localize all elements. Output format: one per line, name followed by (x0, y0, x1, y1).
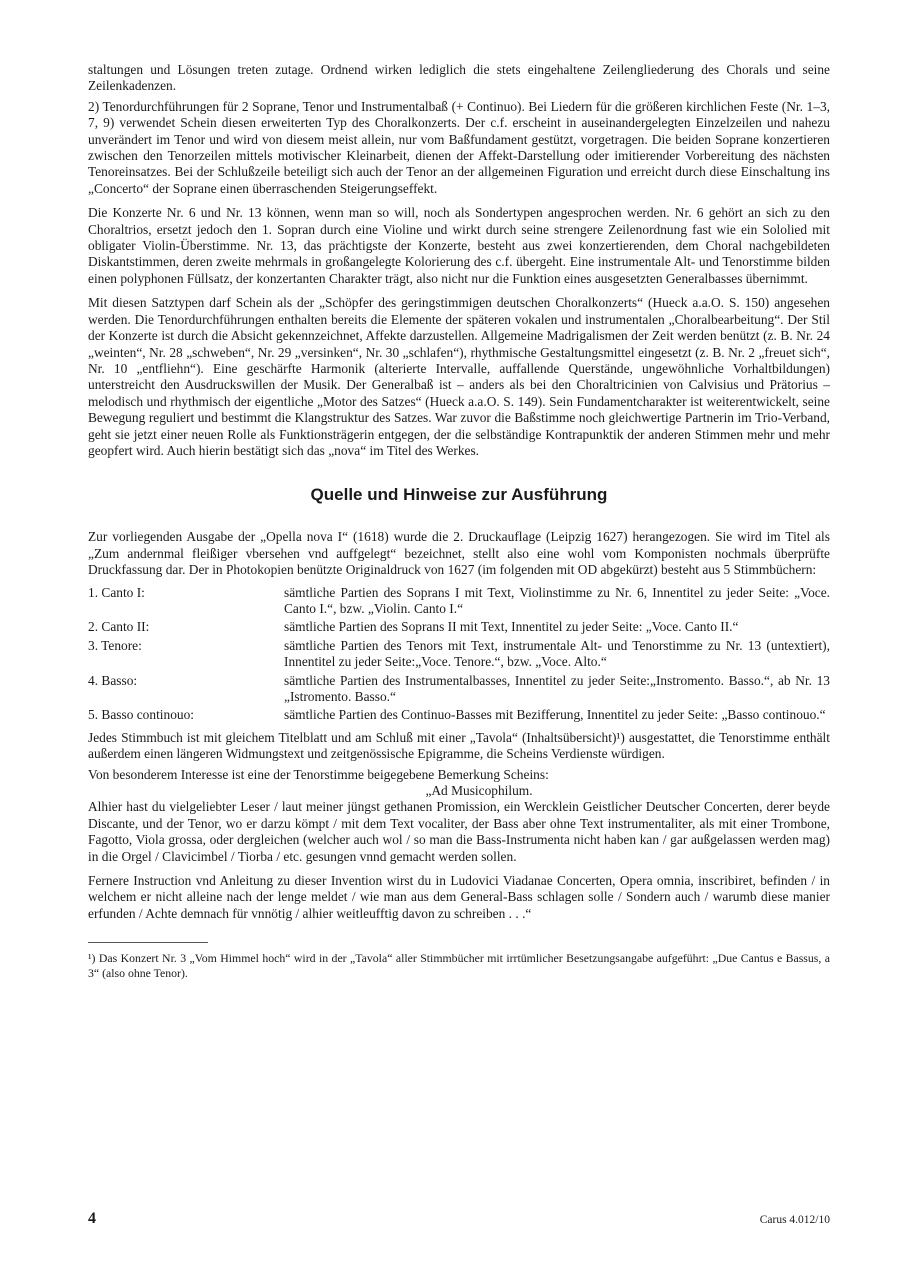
partbook-description: sämtliche Partien des Soprans I mit Text, Violinstimme zu Nr. 6, Innentitel zu jeder Seite: „Voce. Canto I.“, bzw. „Violin. Canto I.“ (284, 584, 830, 616)
partbook-item (88, 619, 830, 635)
page-body (88, 62, 830, 981)
partbook-item (88, 585, 830, 618)
paragraph-sondertypen: Die Konzerte Nr. 6 und Nr. 13 können, wenn man so will, noch als Sondertypen angesprochen werden. Nr. 6 gehört an sich zu den Choraltrios, ersetzt jedoch den 1. Sopran durch eine Violine und wirkt durch seine strengere Zeilenordnung fast wie ein Sololied mit obligater Violin-Überstimme. Nr. 13, das prächtigste der Konzerte, besteht aus zwei konzertierenden, dem Choral nachgebildeten Diskantstimmen, deren zweite mehrmals in großangelegte Kolorierung des c.f. übergeht. Eine instrumentale Alt- und Tenorstimme bilden einen polyphonen Füllsatz, der konzertanten Charakter trägt, also nicht nur die Funktion eines ausgesetzten Generalbasses übernimmt. (88, 205, 830, 286)
footnote-divider (88, 942, 208, 943)
partbook-description: sämtliche Partien des Soprans II mit Text, Innentitel zu jeder Seite: „Voce. Canto II.“ (284, 619, 739, 635)
paragraph-tenor-durchfuehrungen: 2) Tenordurchführungen für 2 Soprane, Tenor und Instrumentalbaß (+ Continuo). Bei Liedern für die größeren kirchlichen Feste (Nr. 1–3, 7, 9) verwendet Schein diesen erweiterten Typ des Choralkonzerts. Der c.f. erscheint in auseinandergelegten Einzelzeilen und nahezu unverändert im Tenor und wird von diesem meist allein, nur vom Baßfundament gestützt, vorgetragen. Die beiden Soprane konzertieren zwischen den Tenorzeilen mittels motivischer Kleinarbeit, dienen der Affekt-Darstellung oder imitierender Vorbereitung des nächsten Tenoreinsatzes. Bei der Schlußzeile beteiligt sich auch der Tenor an der allgemeinen Figuration und erreicht durch diese Einschaltung ins „Concerto“ der Soprane einen überraschenden Steigerungseffekt. (88, 98, 830, 196)
footnote: ¹) Das Konzert Nr. 3 „Vom Himmel hoch“ wird in der „Tavola“ aller Stimmbücher mit irrtümlicher Besetzungsangabe aufgeführt: „Due Cantus e Bassus, a 3“ (also ohne Tenor). (88, 951, 830, 981)
partbook-item (88, 707, 830, 723)
paragraph-quote: Alhier hast du vielgeliebter Leser / laut meiner jüngst gethanen Promission, ein Wercklein Geistlicher Deutscher Concerten, derer beyde Discante, und der Tenor, wo er darzu kömpt / mit dem Text vocaliter, der Bass aber ohne Text instrumentaliter, als mit einer Trombone, Fagotto, Viola grossa, oder dergleichen (welcher auch wol / so man die Bass-Instrumenta nicht haben kan / gar außgelassen werden mag) in die Orgel / Clavicimbel / Tiorba / etc. gesungen vnnd gemacht werden sollen. (88, 799, 830, 864)
partbook-description: sämtliche Partien des Continuo-Basses mit Bezifferung, Innentitel zu jeder Seite: „Basso continouo.“ (284, 707, 826, 723)
partbook-item (88, 673, 830, 706)
partbook-label: 3. Tenore: (88, 637, 142, 653)
partbook-label: 4. Basso: (88, 672, 138, 688)
partbook-description: sämtliche Partien des Tenors mit Text, instrumentale Alt- und Tenorstimme zu Nr. 13 (untextiert), Innentitel zu jeder Seite:„Voce. Tenore.“, bzw. „Voce. Alto.“ (284, 637, 830, 670)
partbook-label: 2. Canto II: (88, 619, 150, 635)
publisher-reference: Carus 4.012/10 (759, 1214, 830, 1226)
section-heading: Quelle und Hinweise zur Ausführung (310, 485, 608, 505)
paragraph-satztypen: Mit diesen Satztypen darf Schein als der „Schöpfer des geringstimmigen deutschen Choralkonzerts“ (Hueck a.a.O. S. 150) angesehen werden. Die Tenordurchführungen enthalten bereits die Elemente der späteren vokalen und instrumentalen „Choralbearbeitung“. Der Stil der Konzerte ist durch die Absicht gekennzeichnet, Affekte darzustellen. Allgemeine Madrigalismen der Zeit werden benützt (z. B. Nr. 24 „weinten“, Nr. 28 „schweben“, Nr. 29 „versinken“, Nr. 30 „schlafen“), rhythmische Gestaltungsmittel eingesetzt (z. B. Nr. 2 „freuet sich“, Nr. 10 „entfliehn“). Eine geschärfte Harmonik (alterierte Intervalle, auffallende Querstände, ungewöhnliche Vorhaltbildungen) unterstreicht den Ausdruckswillen der Musik. Der Generalbaß ist – anders als bei den Choraltricinien von Calvisius und Prätorius – melodisch und rhythmisch der eigentliche „Motor des Satzes“ (Hueck a.a.O. S. 149). Sein Fundamentcharakter ist weiterentwickelt, seine Bewegung reguliert und bestimmt die Klangstruktur des Satzes. War zuvor die Baßstimme noch gleichwertige Partnerin im Trio-Verband, geht sie jetzt einer neuen Rolle als Funktionsträgerin entgegen, der die selbständige Kontrapunktik der anderen Stimmen mehr und mehr geopfert wird. Auch hierin bestätigt sich das „nova“ im Titel des Werkes. (88, 295, 830, 458)
partbook-list (88, 585, 830, 724)
partbook-item (88, 638, 830, 671)
paragraph-quote-continued: Fernere Instruction vnd Anleitung zu dieser Invention wirst du in Ludovici Viadanae Concerten, Opera omnia, inscribiret, befinden / in welchem er nicht alleine nach der lenge meldet / wie man aus dem General-Bass schlagen solle / Sondern auch / warumb diese manier erfunden / Achte demnach für vnnötig / alhier weitleufftig davon zu schreiben . . .“ (88, 873, 830, 921)
partbook-label: 5. Basso continouo: (88, 707, 195, 723)
paragraph-tavola: Jedes Stimmbuch ist mit gleichem Titelblatt und am Schluß mit einer „Tavola“ (Inhaltsübersicht)¹) ausgestattet, die Tenorstimme enthält außerdem einen längeren Widmungstext und zeitgenössische Epigramme, die Scheins Verdienste würdigen. (88, 729, 830, 762)
partbook-label: 1. Canto I: (88, 584, 145, 600)
page-number: 4 (88, 1210, 96, 1227)
quote-heading: „Ad Musicophilum. (425, 783, 533, 799)
page-footer (88, 1210, 830, 1228)
paragraph-interest: Von besonderem Interesse ist eine der Tenorstimme beigegebene Bemerkung Scheins: (88, 766, 549, 782)
paragraph-source-intro: Zur vorliegenden Ausgabe der „Opella nova I“ (1618) wurde die 2. Druckauflage (Leipzig 1627) herangezogen. Sie wird im Titel als „Zum andernmal fleißiger vbersehen vnd auffgelegt“ bezeichnet, stellt also eine wohl vom Komponisten nochmals überprüfte Druckfassung dar. Der in Photokopien benützte Originaldruck von 1627 (im folgenden mit OD abgekürzt) besteht aus 5 Stimmbüchern: (88, 529, 830, 578)
partbook-description: sämtliche Partien des Instrumentalbasses, Innentitel zu jeder Seite:„Instromento. Basso.“, ab Nr. 13 „Istromento. Basso.“ (284, 672, 830, 704)
paragraph-intro-continuation: staltungen und Lösungen treten zutage. Ordnend wirken lediglich die stets eingehaltene Zeilengliederung des Chorals und seine Zeilenkadenzen. (88, 62, 830, 94)
